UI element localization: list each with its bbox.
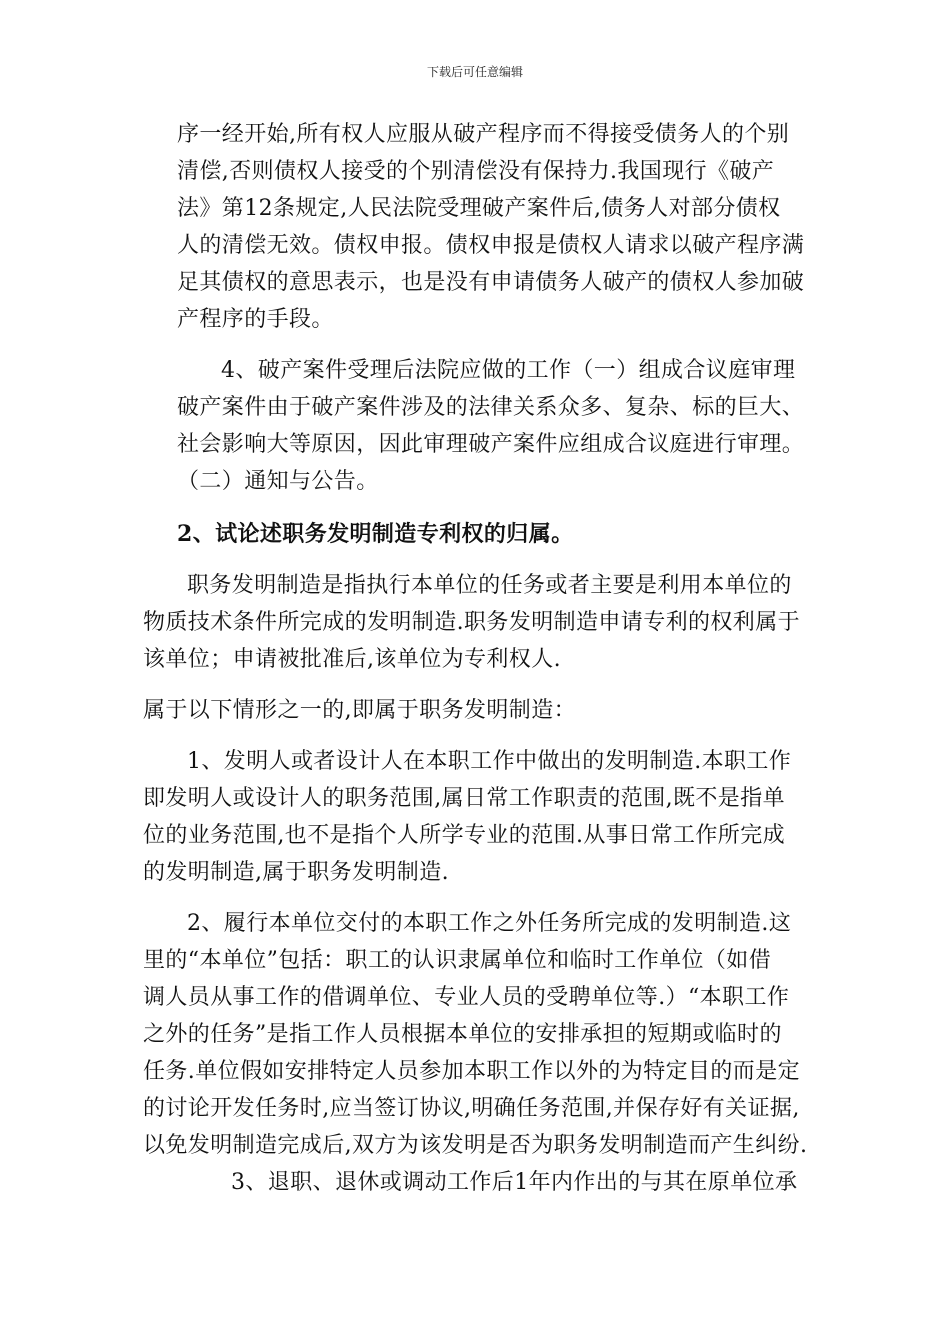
text-line: 调人员从事工作的借调单位、专业人员的受聘单位等.）“本职工作	[143, 985, 790, 1010]
text-line: 以免发明制造完成后,双方为该发明是否为职务发明制造而产生纠纷.	[143, 1133, 808, 1158]
text-line: 法》第12条规定,人民法院受理破产案件后,债务人对部分债权	[177, 196, 781, 221]
section-heading: 2、试论述职务发明制造专利权的归属。	[177, 521, 574, 547]
text-line: 该单位；申请被批准后,该单位为专利权人.	[143, 647, 561, 672]
text-line: 位的业务范围,也不是指个人所学专业的范围.从事日常工作所完成	[143, 823, 785, 848]
paragraph-case-2	[143, 905, 808, 1164]
text-line: 即发明人或设计人的职务范围,属日常工作职责的范围,既不是指单	[143, 786, 785, 811]
text-line: 2、履行本单位交付的本职工作之外任务所完成的发明制造.这	[187, 911, 792, 936]
document-body	[143, 116, 808, 1201]
text-line: 足其债权的意思表示，也是没有申请债务人破产的债权人参加破	[177, 270, 805, 295]
text-line: 职务发明制造是指执行本单位的任务或者主要是利用本单位的	[187, 573, 792, 598]
text-line: 4、破产案件受理后法院应做的工作（一）组成合议庭审理	[221, 358, 796, 383]
text-line: 之外的任务”是指工作人员根据本单位的安排承担的短期或临时的	[143, 1022, 782, 1047]
paragraph-bankruptcy-claims	[143, 116, 808, 338]
text-line: 产程序的手段。	[177, 307, 334, 332]
text-line: 任务.单位假如安排特定人员参加本职工作以外的为特定目的而是定	[143, 1059, 800, 1084]
text-line: 人的清偿无效。债权申报。债权申报是债权人请求以破产程序满	[177, 233, 805, 258]
paragraph-case-1	[143, 743, 808, 891]
text-line: 的发明制造,属于职务发明制造.	[143, 860, 449, 885]
paragraph-case-3: 3、退职、退休或调动工作后1年内作出的与其在原单位承	[231, 1170, 798, 1195]
text-line: 物质技术条件所完成的发明制造.职务发明制造申请专利的权利属于	[143, 610, 800, 635]
text-line: 破产案件由于破产案件涉及的法律关系众多、复杂、标的巨大、	[177, 395, 805, 420]
text-line: 里的“本单位”包括：职工的认识隶属单位和临时工作单位（如借	[143, 948, 772, 973]
paragraph-court-work	[143, 352, 808, 500]
text-line: 1、发明人或者设计人在本职工作中做出的发明制造.本职工作	[187, 749, 792, 774]
text-line: （二）通知与公告。	[177, 469, 379, 494]
text-line: 的讨论开发任务时,应当签订协议,明确任务范围,并保存好有关证据,	[143, 1096, 800, 1121]
paragraph-cases-intro: 属于以下情形之一的,即属于职务发明制造：	[143, 698, 576, 723]
text-line: 社会影响大等原因，因此审理破产案件应组成合议庭进行审理。	[177, 432, 805, 457]
page-header: 下载后可任意编辑	[426, 65, 523, 79]
text-line: 序一经开始,所有权人应服从破产程序而不得接受债务人的个别	[177, 122, 790, 147]
paragraph-definition	[143, 567, 808, 678]
text-line: 清偿,否则债权人接受的个别清偿没有保持力.我国现行《破产	[177, 159, 775, 184]
